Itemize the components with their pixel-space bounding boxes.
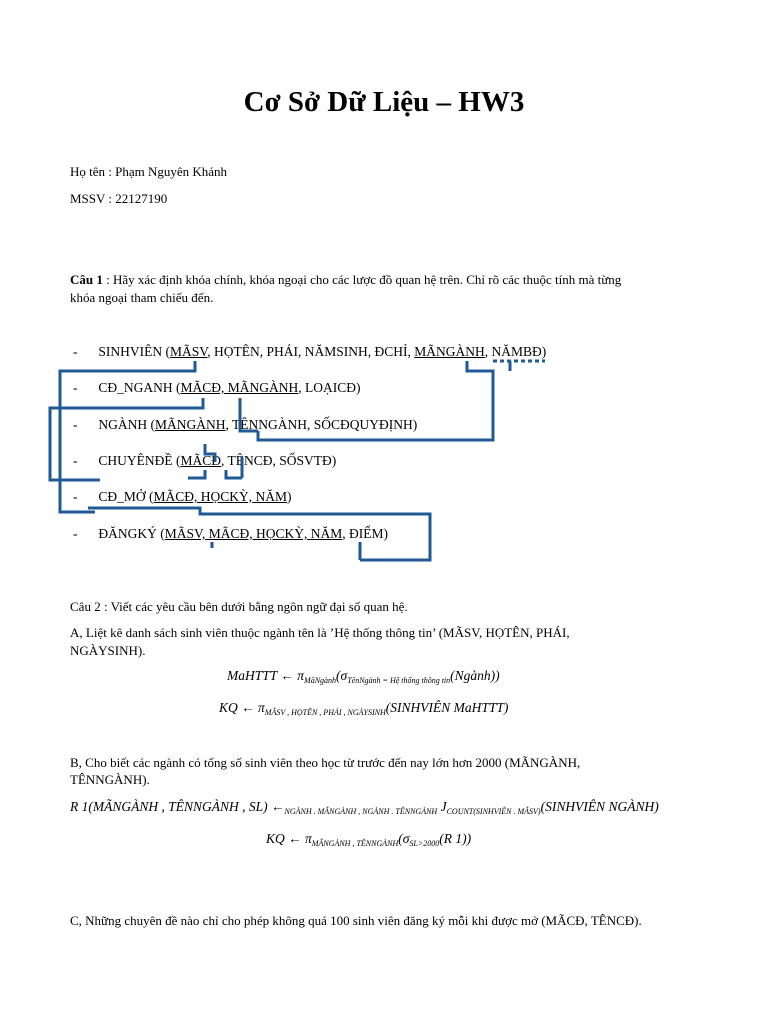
student-name: Họ tên : Phạm Nguyên Khánh [70, 164, 228, 179]
attributes-end: ) [287, 489, 292, 504]
attributes-end: , LOẠICĐ) [298, 380, 361, 395]
formula-lhs: KQ ← π [266, 831, 312, 846]
q1-label: Câu 1 [70, 272, 103, 287]
primary-key: MÃSV, MÃCĐ, HỌCKỲ, NĂM [164, 526, 343, 541]
formula-a1 [227, 668, 500, 685]
fk-dangky-cdmo [88, 508, 430, 560]
q2-b-text: B, Cho biết các ngành có tổng số sinh viên theo học từ trước đến nay lớn hơn 2000 (MÃNGÀNH, [70, 755, 581, 770]
foreign-key: MÃNGÀNH [414, 344, 485, 359]
formula-a2 [219, 700, 508, 717]
formula-j: J [440, 799, 447, 814]
schema-name: ĐĂNGKÝ ( [98, 526, 165, 541]
formula-end: (SINHVIÊN MaHTTT) [385, 700, 509, 715]
bullet-dash: - [73, 380, 78, 395]
formula-sub: NGÀNH . MÃNGÀNH , NGÀNH . TÊNNGÀNH [284, 807, 438, 816]
formula-sub: COUNT(SINHVIÊN . MÃSV) [446, 807, 541, 816]
primary-key: MÃCĐ [180, 453, 222, 468]
formula-sub: MÃNGÀNH , TÊNNGÀNH [311, 839, 399, 848]
student-id: MSSV : 22127190 [70, 191, 168, 206]
bullet-dash: - [73, 344, 78, 359]
q1-body: : Hãy xác định khóa chính, khóa ngoại cho các lược đồ quan hệ trên. Chỉ rõ các thuộc tính mà từng [102, 272, 622, 287]
formula-end: (R 1)) [439, 831, 472, 846]
q2-a-text: A, Liệt kê danh sách sinh viên thuộc ngành tên là ’Hệ thống thông tin’ (MÃSV, HỌTÊN, PHÁI, [70, 625, 570, 640]
attributes-end: , ĐIỂM) [342, 526, 389, 541]
schema-name: SINHVIÊN ( [98, 344, 170, 359]
attributes-end: , TÊNNGÀNH, SỐCĐQUYĐỊNH) [225, 417, 418, 432]
primary-key: MÃSV [170, 344, 208, 359]
attributes: , HỌTÊN, PHÁI, NĂMSINH, ĐCHỈ, [207, 344, 415, 359]
formula-lhs: MaHTTT ← π [227, 668, 305, 683]
fk-cdnganh-nganh [240, 398, 258, 431]
q2-a-text-cont: NGÀYSINH). [70, 643, 146, 658]
formula-mid: (σ [336, 668, 348, 683]
formula-sub: TênNgành = Hệ thống thông tin [347, 676, 451, 685]
formula-sub: SL>2000 [409, 839, 440, 848]
fk-chuyende-a [188, 470, 205, 478]
q2-c-text: C, Những chuyên đề nào chỉ cho phép không quá 100 sinh viên đăng ký mỗi khi được mở (MÃCĐ, TÊNCĐ). [70, 913, 642, 928]
primary-key: MÃNGÀNH [155, 417, 226, 432]
page-title: Cơ Sở Dữ Liệu – HW3 [243, 86, 525, 118]
primary-key: MÃCĐ, HỌCKỲ, NĂM [153, 489, 288, 504]
formula-mid: (σ [398, 831, 410, 846]
formula-end: (SINHVIÊN NGÀNH) [540, 799, 659, 814]
fk-chuyende-c [205, 444, 215, 462]
bullet-dash: - [73, 526, 78, 541]
schema-name: CĐ_NGANH ( [98, 380, 181, 395]
attributes-end: , NĂMBĐ) [484, 344, 547, 359]
fk-dangky-sinhvien [60, 361, 195, 512]
fk-sinhvien-nganh [258, 361, 493, 440]
schema-name: CĐ_MỞ ( [98, 489, 154, 504]
formula-sub: MãNgành [304, 676, 337, 685]
formula-lhs: R 1(MÃNGÀNH , TÊNNGÀNH , SL) ← [70, 799, 285, 814]
bullet-dash: - [73, 417, 78, 432]
bullet-dash: - [73, 453, 78, 468]
primary-key: MÃCĐ, MÃNGÀNH [180, 380, 299, 395]
formula-end: (Ngành)) [450, 668, 500, 683]
attributes-end: , TÊNCĐ, SỐSVTĐ) [221, 453, 337, 468]
arrow-paths [50, 361, 545, 560]
q1-text-cont: khóa ngoại tham chiếu đến. [70, 290, 214, 305]
formula-b2 [266, 831, 471, 848]
bullet-dash: - [73, 489, 78, 504]
fk-chuyende-b [226, 470, 242, 478]
formula-sub: MÃSV , HỌTÊN , PHÁI , NGÀYSINH [264, 708, 386, 717]
schema-name: CHUYÊNĐỀ ( [98, 453, 181, 468]
q2-intro: Câu 2 : Viết các yêu cầu bên dưới bằng ngôn ngữ đại số quan hệ. [70, 599, 408, 614]
schema-name: NGÀNH ( [98, 417, 155, 432]
formula-b1 [70, 799, 659, 816]
q2-b-text-cont: TÊNNGÀNH). [70, 772, 150, 787]
fk-cdnganh-link [50, 398, 203, 480]
formula-lhs: KQ ← π [219, 700, 265, 715]
